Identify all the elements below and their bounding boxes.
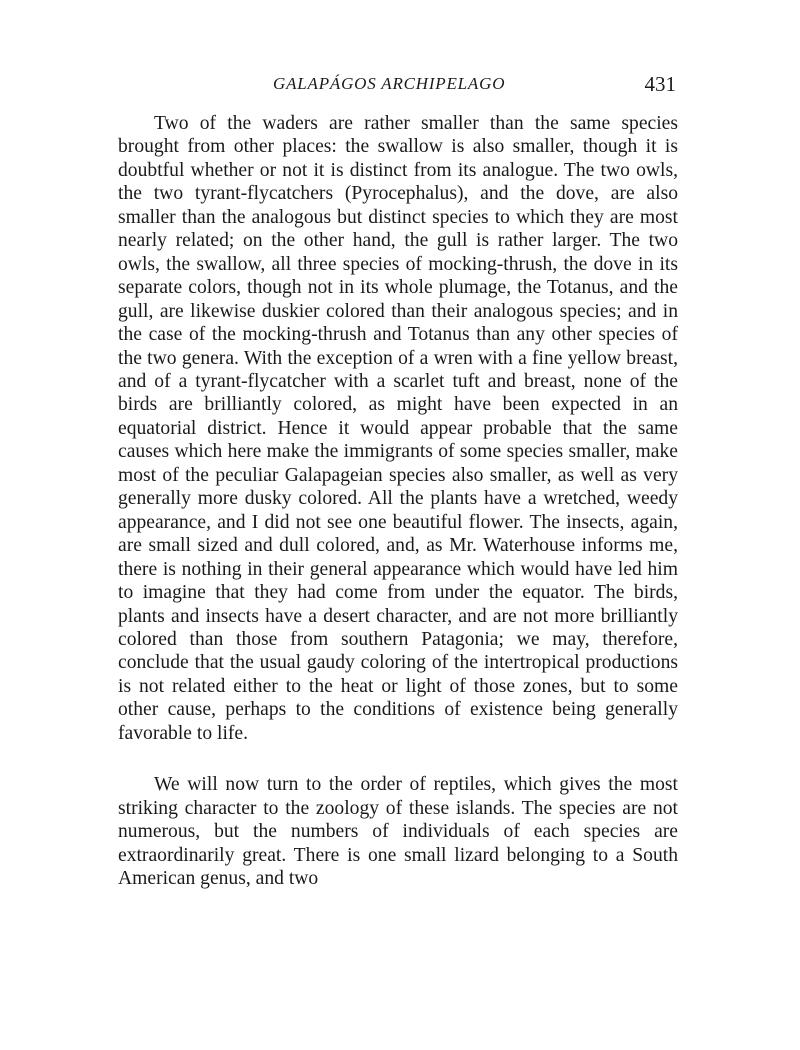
page-number: 431 — [644, 72, 676, 96]
body-text — [118, 112, 678, 891]
book-page — [118, 0, 678, 1050]
running-head — [118, 74, 678, 102]
paragraph-reptiles: We will now turn to the order of reptiles, which gives the most striking character to the zoology of these islands. The species are not numerous, but the numbers of individuals of each species are extraordinarily great. There is one small lizard belonging to a South American genus, and two — [118, 774, 678, 890]
running-title: GALAPÁGOS ARCHIPELAGO — [273, 74, 506, 93]
paragraph-birds-insects: Two of the waders are rather smaller than the same species brought from other places: the swallow is also smaller, though it is doubtful whether or not it is distinct from its analogue. The two owls, the two tyrant-flycatchers (Pyrocephalus), and the dove, are also smaller than the analogous but distinct species to which they are most nearly related; on the other hand, the gull is rather larger. The two owls, the swallow, all three species of mocking-thrush, the dove in its separate colors, though not in its whole plumage, the Totanus, and the gull, are likewise duskier colored than their analogous species; and in the case of the mocking-thrush and Totanus than any other species of the two genera. With the exception of a wren with a fine yellow breast, and of a tyrant-flycatcher with a scarlet tuft and breast, none of the birds are brilliantly colored, as might have been expected in an equatorial district. Hence it would appear probable that the same causes which here make the immigrants of some species smaller, make most of the peculiar Galapageian species also smaller, as well as very generally more dusky colored. All the plants have a wretched, weedy appearance, and I did not see one beautiful flower. The insects, again, are small sized and dull colored, and, as Mr. Waterhouse informs me, there is nothing in their general appearance which would have led him to imagine that they had come from under the equator. The birds, plants and insects have a desert character, and are not more brilliantly colored than those from southern Patagonia; we may, therefore, conclude that the usual gaudy coloring of the intertropical productions is not related either to the heat or light of those zones, but to some other cause, perhaps to the conditions of existence being generally favorable to life. — [118, 113, 678, 744]
